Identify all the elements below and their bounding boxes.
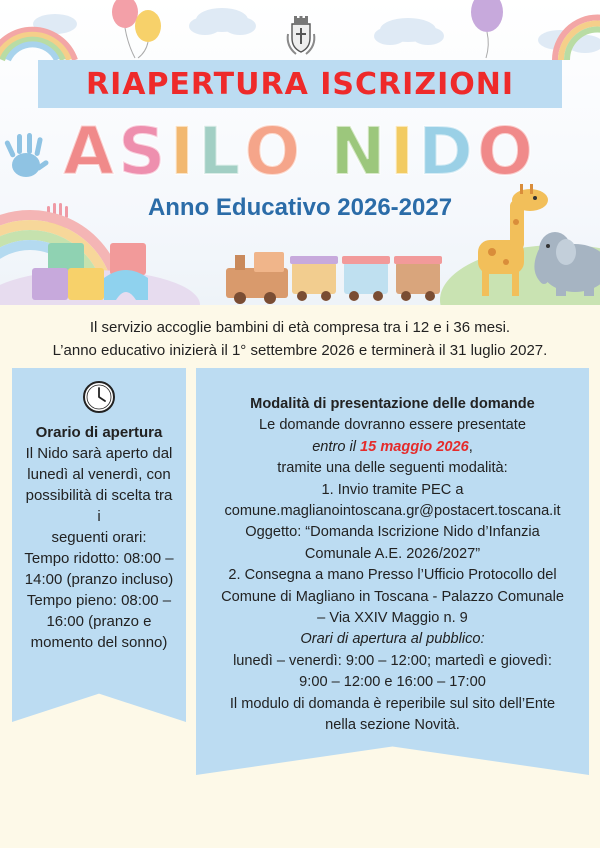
opening-hours-line: 16:00 (pranzo e [46,613,152,630]
banner-text: RIAPERTURA ISCRIZIONI [85,66,515,102]
application-line: lunedì – venerdì: 9:00 – 12:00; martedì e giovedì: [233,652,552,669]
opening-hours-line: 14:00 (pranzo incluso) [24,571,174,588]
application-line: Comune di Magliano in Toscana - Palazzo Comunale [221,588,564,605]
opening-hours-line: Tempo pieno: 08:00 – [26,592,172,609]
deadline-date: 15 maggio 2026 [360,438,469,455]
application-line: – Via XXIV Maggio n. 9 [317,610,468,627]
title-letter: I [169,113,199,190]
title-letter: N [330,113,390,190]
title-letter: O [244,113,305,190]
opening-hours-heading: Orario di apertura [35,424,163,441]
application-text [196,394,589,737]
opening-hours-line: momento del sonno) [30,634,168,651]
page-subtitle: Anno Educativo 2026-2027 [147,194,453,221]
header-banner [38,60,562,108]
opening-hours-line: possibilità di scelta tra [25,487,173,504]
intro-line: L’anno educativo inizierà il 1° settembre 2026 e terminerà il 31 luglio 2027. [52,342,548,359]
title-letter: O [476,113,538,190]
deadline-suffix: , [468,438,473,455]
title-letter: I [389,113,419,190]
application-heading: Modalità di presentazione delle domande [250,396,535,412]
application-line: Le domande dovranno essere presentate [259,417,526,434]
intro-text [0,316,600,362]
pec-address: comune.maglianointoscana.gr@postacert.toscana.it [224,503,561,520]
title-letter: D [418,113,477,190]
title-letter: A [62,113,119,190]
toy-train-icon [226,252,442,304]
application-line: tramite una delle seguenti modalità: [277,460,508,477]
opening-hours-line: Tempo ridotto: 08:00 – [24,550,174,567]
deadline-line [196,437,589,458]
title-letter: S [118,113,170,190]
application-line: Il modulo di domanda è reperibile sul sito dell’Ente [229,695,556,712]
application-line: nella sezione Novità. [325,717,460,734]
opening-hours-line: lunedì al venerdì, con [27,466,171,483]
opening-hours-line: i [97,508,101,525]
title-letter: L [198,113,245,190]
clock-icon [82,380,116,414]
public-hours-title: Orari di apertura al pubblico: [300,631,485,648]
deadline-prefix: entro il [312,438,361,455]
application-line: 2. Consegna a mano Presso l’Ufficio Protocollo del [228,567,557,584]
application-line: Comunale A.E. 2026/2027” [304,545,481,562]
header-illustration [0,0,600,305]
opening-hours-text [12,422,186,653]
opening-hours-line: seguenti orari: [51,529,147,546]
application-line: 1. Invio tramite PEC a [321,481,464,498]
municipal-crest-icon [284,16,318,56]
intro-line: Il servizio accoglie bambini di età compresa tra i 12 e i 36 mesi. [89,319,511,336]
opening-hours-line: Il Nido sarà aperto dal [25,445,173,462]
rainbow-icon [0,30,75,60]
page-title [0,112,600,192]
application-line: 9:00 – 12:00 e 16:00 – 17:00 [299,674,486,691]
application-line: Oggetto: “Domanda Iscrizione Nido d’Infanzia [245,524,540,541]
